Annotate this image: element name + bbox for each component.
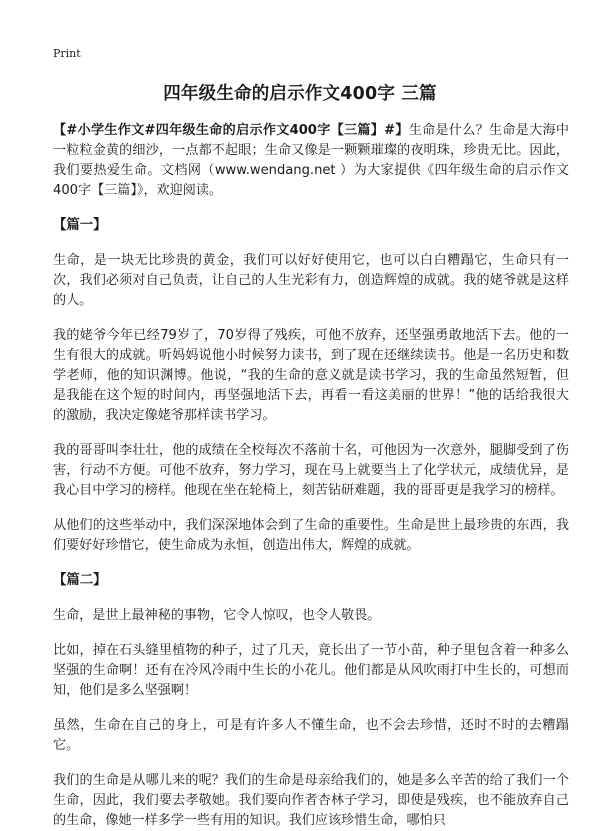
intro-text: 生命是什么？生命是大海中一粒粒金黄的细沙，一点都不起眼；生命又像是一颗颗璀璨的夜明珠，珍贵无比。因此，我们要热爱生命。文档网（www.wendang.net ）为大家提供《四年级生命的启示作文400字【三篇】》，欢迎阅读。 [53,123,569,198]
print-link[interactable]: Print [53,47,81,60]
section-heading-1: 【篇一】 [53,218,107,233]
paragraph: 我们的生命是从哪儿来的呢？我们的生命是母亲给我们的，她是多么辛苦的给了我们一个生命，因此，我们要去孝敬她。我们要向作者杏林子学习，即使是残疾，也不能放弃自己的生命，像她一样多学一些有用的知识。我们应该珍惜生命，哪怕只 [53,773,569,828]
intro-paragraph [53,121,569,201]
page-title: 四年级生命的启示作文400字 三篇 [163,84,437,104]
paragraph: 虽然，生命在自己的身上，可是有许多人不懂生命，也不会去珍惜，还时不时的去糟蹋它。 [53,718,569,753]
section-heading-2: 【篇二】 [53,573,107,588]
paragraph: 从他们的这些举动中，我们深深地体会到了生命的重要性。生命是世上最珍贵的东西，我们要好好珍惜它，使生命成为永恒，创造出伟大，辉煌的成就。 [53,518,569,553]
intro-tag: 【#小学生作文#四年级生命的启示作文400字【三篇】#】 [53,123,409,138]
paragraph: 我的姥爷今年已经79岁了，70岁得了残疾，可他不放弃，还坚强勇敢地活下去。他的一生有很大的成就。听妈妈说他小时候努力读书，到了现在还继续读书。他是一名历史和数学老师，他的知识渊博。他说，“我的生命的意义就是读书学习，我的生命虽然短暂，但是我能在这个短的时间内，再坚强地活下去，再看一看这美丽的世界！”他的话给我很大的激励，我决定像姥爷那样读书学习。 [53,328,569,423]
article-body [53,121,569,831]
paragraph: 我的哥哥叫李壮壮，他的成绩在全校每次不落前十名，可他因为一次意外，腿脚受到了伤害，行动不方便。可他不放弃，努力学习，现在马上就要当上了化学状元，成绩优异，是我心目中学习的榜样。他现在坐在轮椅上，刻苦钻研难题，我的哥哥更是我学习的榜样。 [53,443,569,498]
paragraph: 生命，是一块无比珍贵的黄金，我们可以好好使用它，也可以白白糟蹋它，生命只有一次，我们必须对自己负责，让自己的人生光彩有力，创造辉煌的成就。我的姥爷就是这样的人。 [53,253,569,308]
paragraph: 比如，掉在石头缝里植物的种子，过了几天，竟长出了一节小苗，种子里包含着一种多么坚强的生命啊！还有在冷风冷雨中生长的小花儿。他们都是从风吹雨打中生长的，可想而知，他们是多么坚强啊！ [53,643,569,698]
paragraph: 生命，是世上最神秘的事物，它令人惊叹，也令人敬畏。 [53,608,381,623]
